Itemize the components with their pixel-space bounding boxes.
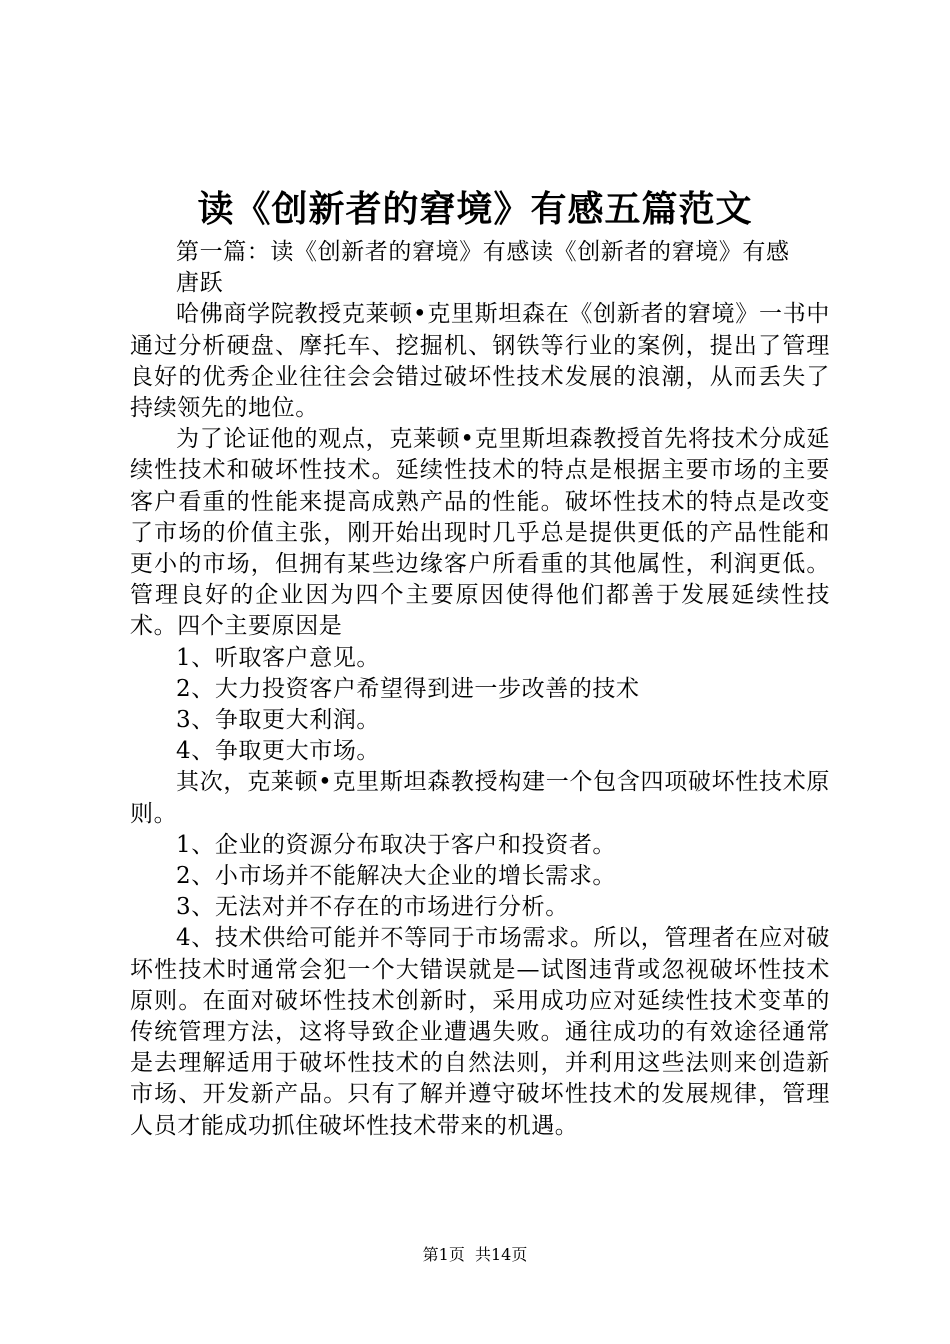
list-item: 3、无法对并不存在的市场进行分析。 [176,894,569,921]
paragraph: 哈佛商学院教授克莱顿•克里斯坦森在《创新者的窘境》一书中通过分析硬盘、摩托车、挖掘机、钢铁等行业的案例，提出了管理良好的优秀企业往往会会错过破坏性技术发展的浪潮，从而丢失了持续领先的地位。 [130,301,830,422]
paragraph-heading: 第一篇：读《创新者的窘境》有感读《创新者的窘境》有感 [176,239,790,265]
list-item: 1、听取客户意见。 [176,644,381,671]
list-item: 2、小市场并不能解决大企业的增长需求。 [176,863,617,890]
document-title: 读《创新者的窘境》有感五篇范文 [197,188,753,230]
document-body [130,237,830,1142]
list-item: 1、企业的资源分布取决于客户和投资者。 [176,831,617,858]
page-number: 第1页 共14页 [422,1245,528,1264]
page-footer [0,1244,950,1266]
list-item: 2、大力投资客户希望得到进一步改善的技术 [176,675,640,702]
paragraph-author: 唐跃 [176,270,224,297]
list-item: 4、技术供给可能并不等同于市场需求。所以，管理者在应对破坏性技术时通常会犯一个大错误就是—试图违背或忽视破坏性技术原则。在面对破坏性技术创新时，采用成功应对延续性技术变革的传统管理方法，这将导致企业遭遇失败。通往成功的有效途径通常是去理解适用于破坏性技术的自然法则，并利用这些法则来创造新市场、开发新产品。只有了解并遵守破坏性技术的发展规律，管理人员才能成功抓住破坏性技术带来的机遇。 [130,925,830,1139]
paragraph: 其次，克莱顿•克里斯坦森教授构建一个包含四项破坏性技术原则。 [130,769,830,827]
paragraph: 为了论证他的观点，克莱顿•克里斯坦森教授首先将技术分成延续性技术和破坏性技术。延续性技术的特点是根据主要市场的主要客户看重的性能来提高成熟产品的性能。破坏性技术的特点是改变了市场的价值主张，刚开始出现时几乎总是提供更低的产品性能和更小的市场，但拥有某些边缘客户所看重的其他属性，利润更低。管理良好的企业因为四个主要原因使得他们都善于发展延续性技术。四个主要原因是 [130,426,830,640]
list-item: 3、争取更大利润。 [176,707,381,734]
list-item: 4、争取更大市场。 [176,738,381,765]
